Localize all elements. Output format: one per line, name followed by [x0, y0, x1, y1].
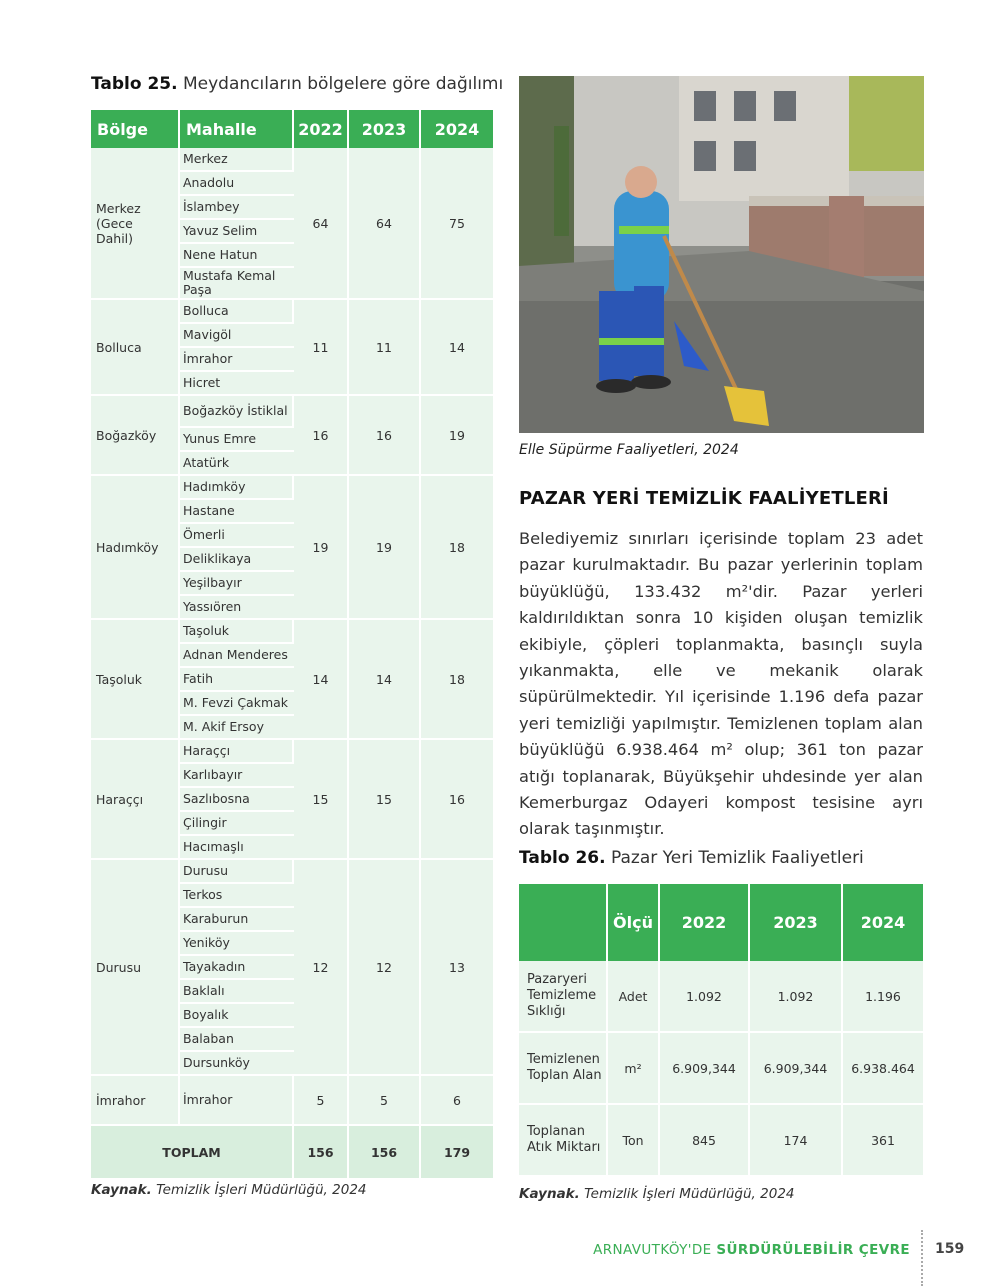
mahalle-cell: Yavuz Selim [180, 220, 294, 244]
mahalle-cell: Yunus Emre [180, 428, 294, 452]
row-label: Toplanan Atık Miktarı [519, 1105, 608, 1177]
footer-divider [921, 1230, 927, 1286]
mahalle-cell: Hicret [180, 372, 294, 396]
mahalle-cell: Merkez [180, 148, 294, 172]
table26-header-olcu: Ölçü [608, 884, 660, 961]
value-2022-cell: 16 [294, 396, 349, 476]
table-row [519, 1105, 923, 1177]
value-2024-cell: 6.938.464 [843, 1033, 923, 1105]
table25-header-bolge: Bölge [91, 110, 180, 148]
table-row [91, 396, 493, 428]
mahalle-cell: Tayakadın [180, 956, 294, 980]
table26-header-blank [519, 884, 608, 961]
table26-source: Kaynak. Temizlik İşleri Müdürlüğü, 2024 [519, 1186, 795, 1202]
mahalle-cell: Dursunköy [180, 1052, 294, 1076]
total-2022: 156 [294, 1126, 349, 1180]
mahalle-cell: M. Akif Ersoy [180, 716, 294, 740]
table26 [519, 884, 923, 1177]
bolge-cell: Bolluca [91, 300, 180, 396]
table25-header-2023: 2023 [349, 110, 421, 148]
row-label: Temizlenen Toplan Alan [519, 1033, 608, 1105]
mahalle-cell: Yeniköy [180, 932, 294, 956]
value-2024-cell: 75 [421, 148, 493, 300]
value-2022-cell: 6.909,344 [660, 1033, 750, 1105]
mahalle-cell: Karaburun [180, 908, 294, 932]
table-row [91, 148, 493, 172]
page-footer [593, 1242, 910, 1258]
value-2024-cell: 6 [421, 1076, 493, 1126]
section-heading: PAZAR YERİ TEMİZLİK FAALİYETLERİ [519, 488, 889, 509]
total-label: TOPLAM [91, 1126, 294, 1180]
mahalle-cell: Çilingir [180, 812, 294, 836]
street-sweeping-photo [519, 76, 924, 433]
value-2022-cell: 1.092 [660, 961, 750, 1033]
bolge-cell: Merkez (Gece Dahil) [91, 148, 180, 300]
table25-body [91, 148, 493, 1180]
table-row [91, 476, 493, 500]
table-row [91, 620, 493, 644]
table-row [91, 740, 493, 764]
mahalle-cell: Atatürk [180, 452, 294, 476]
value-2023-cell: 15 [349, 740, 421, 860]
olcu-cell: Adet [608, 961, 660, 1033]
bolge-cell: Boğazköy [91, 396, 180, 476]
olcu-cell: Ton [608, 1105, 660, 1177]
value-2022-cell: 14 [294, 620, 349, 740]
value-2024-cell: 361 [843, 1105, 923, 1177]
value-2022-cell: 845 [660, 1105, 750, 1177]
value-2022-cell: 11 [294, 300, 349, 396]
mahalle-cell: İslambey [180, 196, 294, 220]
mahalle-cell: Fatih [180, 668, 294, 692]
mahalle-cell: Hastane [180, 500, 294, 524]
value-2024-cell: 19 [421, 396, 493, 476]
table26-header-2023: 2023 [750, 884, 843, 961]
mahalle-cell: Yassıören [180, 596, 294, 620]
mahalle-cell: Balaban [180, 1028, 294, 1052]
mahalle-cell: Hadımköy [180, 476, 294, 500]
mahalle-cell: Adnan Menderes [180, 644, 294, 668]
value-2022-cell: 12 [294, 860, 349, 1076]
table25-header-2024: 2024 [421, 110, 493, 148]
value-2024-cell: 14 [421, 300, 493, 396]
bolge-cell: Durusu [91, 860, 180, 1076]
value-2023-cell: 14 [349, 620, 421, 740]
bolge-cell: Hadımköy [91, 476, 180, 620]
mahalle-cell: Mavigöl [180, 324, 294, 348]
value-2022-cell: 15 [294, 740, 349, 860]
photo-illustration [519, 76, 924, 433]
mahalle-cell: Anadolu [180, 172, 294, 196]
footer-prefix: ARNAVUTKÖY'DE [593, 1242, 712, 1258]
mahalle-cell: Durusu [180, 860, 294, 884]
value-2023-cell: 12 [349, 860, 421, 1076]
table26-body [519, 961, 923, 1177]
table-row [519, 1033, 923, 1105]
value-2023-cell: 64 [349, 148, 421, 300]
table25-source: Kaynak. Temizlik İşleri Müdürlüğü, 2024 [91, 1182, 367, 1198]
value-2024-cell: 1.196 [843, 961, 923, 1033]
row-label: Pazaryeri Temizleme Sıklığı [519, 961, 608, 1033]
value-2022-cell: 64 [294, 148, 349, 300]
bolge-cell: İmrahor [91, 1076, 180, 1126]
value-2023-cell: 16 [349, 396, 421, 476]
mahalle-cell: Deliklikaya [180, 548, 294, 572]
page-number: 159 [935, 1241, 965, 1257]
footer-title: SÜRDÜRÜLEBİLİR ÇEVRE [716, 1242, 910, 1258]
mahalle-cell: Terkos [180, 884, 294, 908]
value-2022-cell: 19 [294, 476, 349, 620]
mahalle-cell: Haraççı [180, 740, 294, 764]
table25-caption: Tablo 25. Meydancıların bölgelere göre dağılımı [91, 74, 504, 94]
mahalle-cell: İmrahor [180, 348, 294, 372]
value-2024-cell: 18 [421, 620, 493, 740]
total-2024: 179 [421, 1126, 493, 1180]
value-2023-cell: 11 [349, 300, 421, 396]
mahalle-cell: Baklalı [180, 980, 294, 1004]
mahalle-cell: Taşoluk [180, 620, 294, 644]
value-2024-cell: 16 [421, 740, 493, 860]
table26-caption: Tablo 26. Pazar Yeri Temizlik Faaliyetleri [519, 848, 864, 868]
value-2023-cell: 6.909,344 [750, 1033, 843, 1105]
value-2024-cell: 18 [421, 476, 493, 620]
value-2023-cell: 19 [349, 476, 421, 620]
olcu-cell: m² [608, 1033, 660, 1105]
table25-header-2022: 2022 [294, 110, 349, 148]
bolge-cell: Taşoluk [91, 620, 180, 740]
table26-header-2022: 2022 [660, 884, 750, 961]
mahalle-cell: Sazlıbosna [180, 788, 294, 812]
bolge-cell: Haraççı [91, 740, 180, 860]
total-2023: 156 [349, 1126, 421, 1180]
table-row [91, 1076, 493, 1126]
mahalle-cell: Boyalık [180, 1004, 294, 1028]
table-row [91, 860, 493, 884]
mahalle-cell: Yeşilbayır [180, 572, 294, 596]
section-body: Belediyemiz sınırları içerisinde toplam 23 adet pazar kurulmaktadır. Bu pazar yerlerinin toplam büyüklüğü, 133.432 m²'dir. Pazar yerleri kaldırıldıktan sonra 10 kişiden oluşan temizlik ekibiyle, çöpleri toplanmakta, basınçlı suyla yıkanmakta, elle ve mekanik olarak süpürülmektedir. Yıl içerisinde 1.196 defa pazar yeri temizliği yapılmıştır. Temizlenen toplam alan büyüklüğü 6.938.464 m² olup; 361 ton pazar atığı toplanarak, Büyükşehir uhdesinde yer alan Kemerburgaz Odayeri kompost tesisine ayrı olarak taşınmıştır. [519, 529, 923, 839]
value-2024-cell: 13 [421, 860, 493, 1076]
mahalle-cell: Boğazköy İstiklal [180, 396, 294, 428]
total-row [91, 1126, 493, 1180]
table25 [91, 110, 493, 1180]
mahalle-cell: Ömerli [180, 524, 294, 548]
mahalle-cell: M. Fevzi Çakmak [180, 692, 294, 716]
value-2023-cell: 174 [750, 1105, 843, 1177]
value-2023-cell: 1.092 [750, 961, 843, 1033]
mahalle-cell: Karlıbayır [180, 764, 294, 788]
mahalle-cell: Mustafa Kemal Paşa [180, 268, 294, 300]
table-row [519, 961, 923, 1033]
mahalle-cell: İmrahor [180, 1076, 294, 1126]
mahalle-cell: Hacımaşlı [180, 836, 294, 860]
photo-caption: Elle Süpürme Faaliyetleri, 2024 [519, 442, 739, 458]
table-row [91, 300, 493, 324]
table26-header-row [519, 884, 923, 961]
table26-header-2024: 2024 [843, 884, 923, 961]
mahalle-cell: Nene Hatun [180, 244, 294, 268]
value-2023-cell: 5 [349, 1076, 421, 1126]
mahalle-cell: Bolluca [180, 300, 294, 324]
table25-header-row [91, 110, 493, 148]
value-2022-cell: 5 [294, 1076, 349, 1126]
table25-header-mahalle: Mahalle [180, 110, 294, 148]
